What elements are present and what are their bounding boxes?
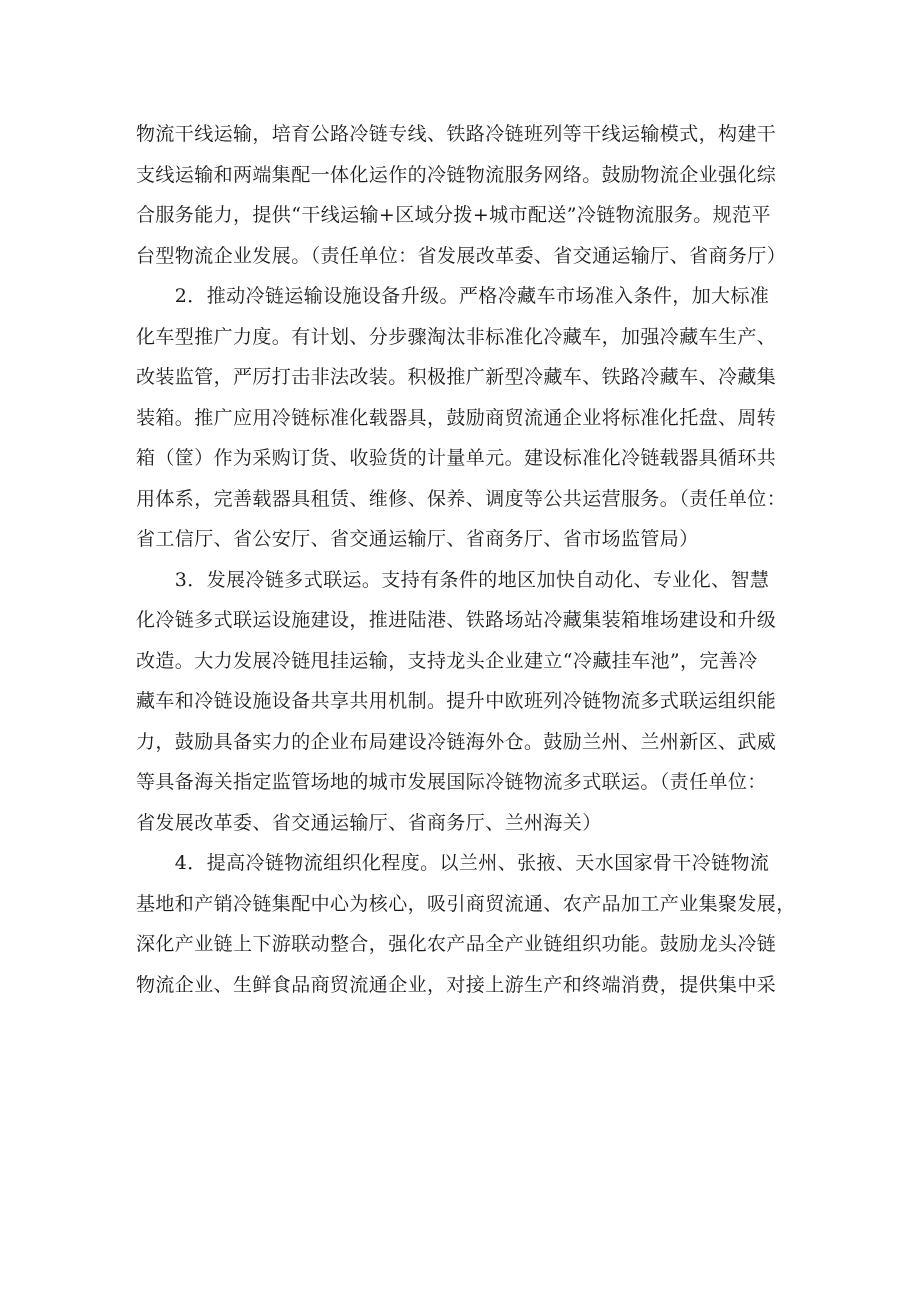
text-line: 改装监管，严厉打击非法改装。积极推广新型冷藏车、铁路冷藏车、冷藏集	[136, 366, 777, 388]
paragraph-3-heading-line: 3．发展冷链多式联运。支持有条件的地区加快自动化、专业化、智慧	[136, 568, 770, 591]
text-line: 用体系，完善载器具租赁、维修、保养、调度等公共运营服务。（责任单位：	[136, 487, 787, 510]
text-line: 装箱。推广应用冷链标准化载器具，鼓励商贸流通企业将标准化托盘、周转	[136, 406, 777, 429]
document-body	[136, 114, 800, 1005]
text-line: 省工信厅、省公安厅、省交通运输厅、省商务厅、省市场监管局）	[136, 528, 699, 550]
text-line: 支线运输和两端集配一体化运作的冷链物流服务网络。鼓励物流企业强化综	[136, 163, 777, 186]
text-line: 化冷链多式联运设施建设，推进陆港、铁路场站冷藏集装箱堆场建设和升级	[136, 609, 777, 631]
paragraph-4-heading-line: 4．提高冷链物流组织化程度。以兰州、张掖、天水国家骨干冷链物流	[136, 852, 770, 874]
text-line: 物流干线运输，培育公路冷链专线、铁路冷链班列等干线运输模式，构建干	[136, 123, 777, 145]
text-line: 省发展改革委、省交通运输厅、省商务厅、兰州海关）	[136, 811, 602, 834]
text-line: 化车型推广力度。有计划、分步骤淘汰非标准化冷藏车，加强冷藏车生产、	[136, 325, 777, 348]
text-line: 箱（筐）作为采购订货、收验货的计量单元。建设标准化冷链载器具循环共	[136, 447, 777, 469]
text-line: 等具备海关指定监管场地的城市发展国际冷链物流多式联运。（责任单位：	[136, 771, 767, 793]
text-line: 藏车和冷链设施设备共享共用机制。提升中欧班列冷链物流多式联运组织能	[136, 690, 777, 712]
text-line: 深化产业链上下游联动整合，强化农产品全产业链组织功能。鼓励龙头冷链	[136, 933, 777, 955]
text-line: 合服务能力，提供“干线运输+区域分拨+城市配送”冷链物流服务。规范平	[136, 204, 771, 226]
paragraph-2-heading-line: 2．推动冷链运输设施设备升级。严格冷藏车市场准入条件，加大标准	[136, 285, 770, 307]
text-line: 基地和产销冷链集配中心为核心，吸引商贸流通、农产品加工产业集聚发展，	[136, 892, 796, 915]
text-line: 台型物流企业发展。（责任单位：省发展改革委、省交通运输厅、省商务厅）	[136, 244, 787, 267]
text-line: 力，鼓励具备实力的企业布局建设冷链海外仓。鼓励兰州、兰州新区、武威	[136, 730, 777, 753]
text-line: 物流企业、生鲜食品商贸流通企业，对接上游生产和终端消费，提供集中采	[136, 973, 777, 996]
text-line: 改造。大力发展冷链甩挂运输，支持龙头企业建立“冷藏挂车池”，完善冷	[136, 649, 758, 672]
